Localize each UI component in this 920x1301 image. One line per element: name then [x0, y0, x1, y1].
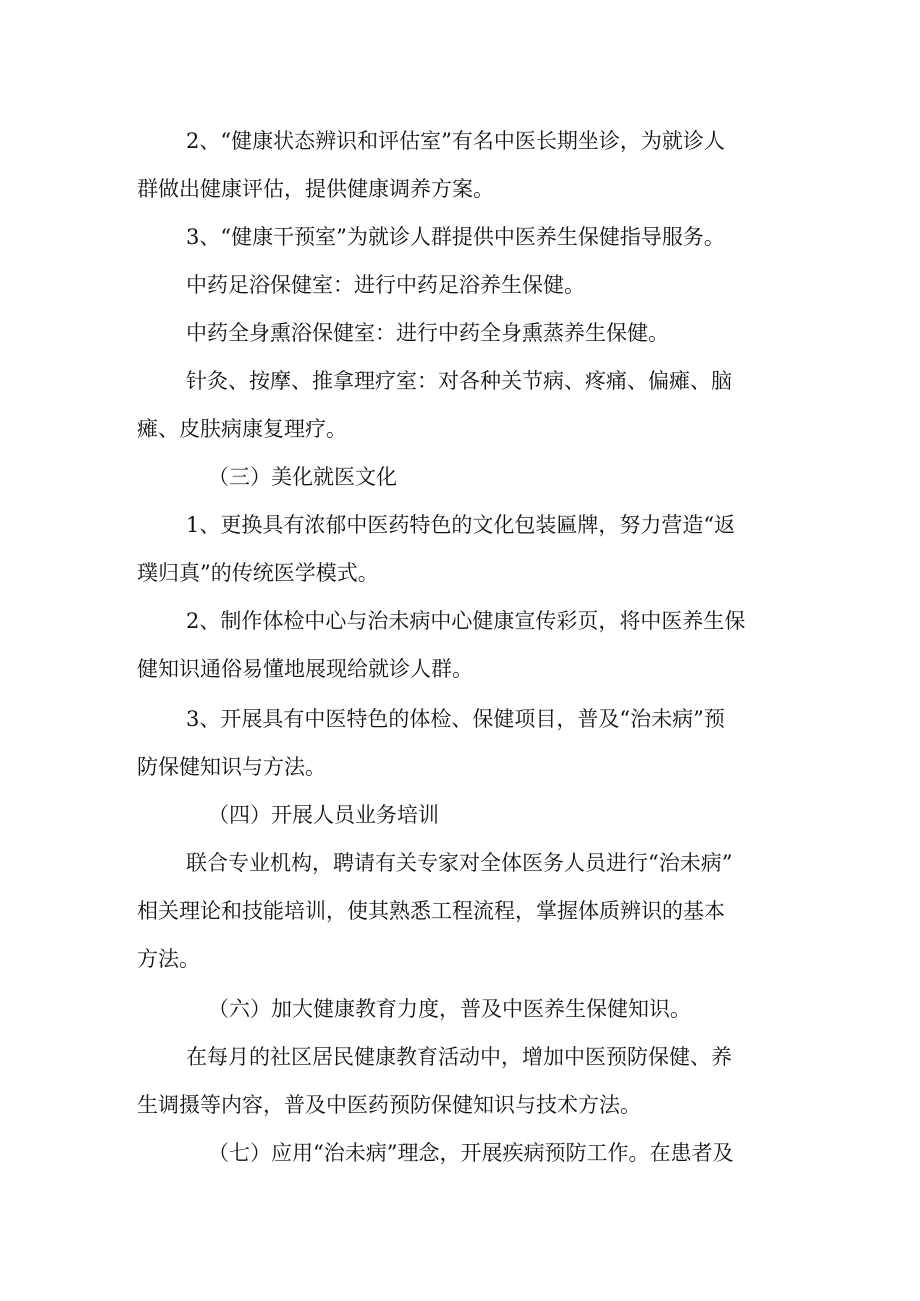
paragraph-line: 在每月的社区居民健康教育活动中，增加中医预防保健、养: [186, 1045, 732, 1069]
section-heading: （三）美化就医文化: [208, 465, 397, 489]
paragraph-line: 相关理论和技能培训，使其熟悉工程流程，掌握体质辨识的基本: [137, 899, 725, 923]
paragraph-line: 3、“健康干预室”为就诊人群提供中医养生保健指导服务。: [186, 225, 725, 249]
paragraph-line: 中药足浴保健室：进行中药足浴养生保健。: [186, 273, 585, 297]
paragraph-line: 针灸、按摩、推拿理疗室：对各种关节病、疼痛、偏瘫、脑: [186, 369, 732, 393]
paragraph-line: 中药全身熏浴保健室：进行中药全身熏蒸养生保健。: [186, 321, 669, 345]
section-heading: （七）应用“治未病”理念，开展疾病预防工作。在患者及: [208, 1141, 734, 1165]
paragraph-line: 2、制作体检中心与治未病中心健康宣传彩页，将中医养生保: [186, 609, 746, 633]
section-heading: （四）开展人员业务培训: [208, 803, 439, 827]
paragraph-line: 3、开展具有中医特色的体检、保健项目，普及“治未病”预: [186, 707, 725, 731]
paragraph-line: 方法。: [137, 947, 200, 971]
paragraph-line: 防保健知识与方法。: [137, 755, 326, 779]
paragraph-line: 1、更换具有浓郁中医药特色的文化包装匾牌，努力营造“返: [186, 513, 736, 537]
paragraph-line: 2、“健康状态辨识和评估室”有名中医长期坐诊，为就诊人: [186, 129, 725, 153]
paragraph-line: 瘫、皮肤病康复理疗。: [137, 417, 347, 441]
paragraph-line: 健知识通俗易懂地展现给就诊人群。: [137, 657, 473, 681]
paragraph-line: 生调摄等内容，普及中医药预防保健知识与技术方法。: [137, 1093, 641, 1117]
section-heading: （六）加大健康教育力度，普及中医养生保健知识。: [208, 997, 691, 1021]
paragraph-line: 联合专业机构，聘请有关专家对全体医务人员进行“治未病”: [186, 851, 733, 875]
paragraph-line: 璞归真”的传统医学模式。: [137, 561, 379, 585]
paragraph-line: 群做出健康评估，提供健康调养方案。: [137, 177, 494, 201]
